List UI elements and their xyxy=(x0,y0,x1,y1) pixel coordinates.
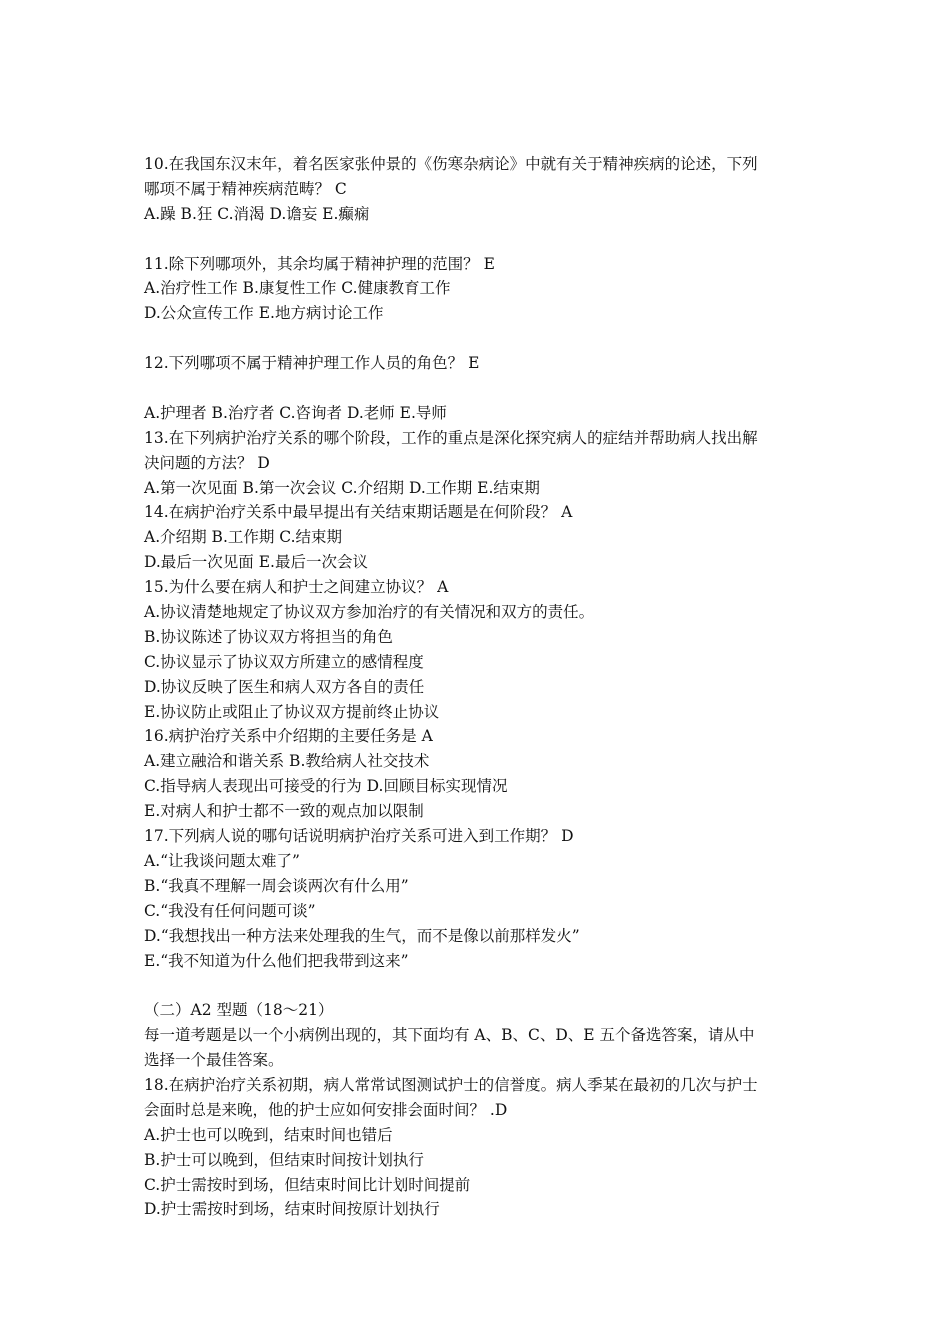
text-line: B.协议陈述了协议双方将担当的角色 xyxy=(144,627,393,646)
text-line: E.对病人和护士都不一致的观点加以限制 xyxy=(144,802,424,821)
text-line: 12.下列哪项不属于精神护理工作人员的角色？ E xyxy=(144,354,480,373)
text-line: 15.为什么要在病人和护士之间建立协议？ A xyxy=(144,578,449,597)
text-line: 13.在下列病护治疗关系的哪个阶段，工作的重点是深化探究病人的症结并帮助病人找出解 xyxy=(144,428,758,447)
text-line: C.“我没有任何问题可谈” xyxy=(144,901,316,920)
text-line: 选择一个最佳答案。 xyxy=(144,1051,284,1070)
blank-line xyxy=(144,376,810,401)
blank-line xyxy=(144,227,810,252)
text-line: E.“我不知道为什么他们把我带到这来” xyxy=(144,951,409,970)
text-line: A.治疗性工作 B.康复性工作 C.健康教育工作 xyxy=(144,279,451,298)
text-line: 每一道考题是以一个小病例出现的，其下面均有 A、B、C、D、E 五个备选答案，请从中 xyxy=(144,1026,755,1045)
blank-line xyxy=(144,973,810,998)
text-line: 10.在我国东汉末年，着名医家张仲景的《伤寒杂病论》中就有关于精神疾病的论述，下列 xyxy=(144,155,758,173)
text-line: 决问题的方法？ D xyxy=(144,453,270,472)
text-line: A.介绍期 B.工作期 C.结束期 xyxy=(144,528,343,547)
text-line: （二）A2 型题（18～21） xyxy=(144,1001,334,1020)
text-line: 17.下列病人说的哪句话说明病护治疗关系可进入到工作期？ D xyxy=(144,827,574,846)
text-line: A.护理者 B.治疗者 C.咨询者 D.老师 E.导师 xyxy=(144,403,447,422)
text-line: 18.在病护治疗关系初期，病人常常试图测试护士的信誉度。病人季某在最初的几次与护士 xyxy=(144,1075,758,1094)
text-line: 会面时总是来晚，他的护士应如何安排会面时间？ .D xyxy=(144,1100,508,1119)
text-line: C.护士需按时到场，但结束时间比计划时间提前 xyxy=(144,1175,471,1194)
text-line: 哪项不属于精神疾病范畴？ C xyxy=(144,179,347,198)
document-page xyxy=(144,152,810,1222)
text-line: A.“让我谈问题太难了” xyxy=(144,851,300,870)
text-line: A.躁 B.狂 C.消渴 D.谵妄 E.癫痫 xyxy=(144,204,370,223)
text-line: A.建立融洽和谐关系 B.教给病人社交技术 xyxy=(144,752,430,771)
text-line: C.协议显示了协议双方所建立的感情程度 xyxy=(144,652,424,671)
text-line: C.指导病人表现出可接受的行为 D.回顾目标实现情况 xyxy=(144,777,508,796)
text-line: B.护士可以晚到，但结束时间按计划执行 xyxy=(144,1150,424,1169)
text-line: D.协议反映了医生和病人双方各自的责任 xyxy=(144,677,425,696)
text-line: E.协议防止或阻止了协议双方提前终止协议 xyxy=(144,702,440,721)
text-line: A.第一次见面 B.第一次会议 C.介绍期 D.工作期 E.结束期 xyxy=(144,478,540,497)
text-line: B.“我真不理解一周会谈两次有什么用” xyxy=(144,876,409,895)
text-line: D.公众宣传工作 E.地方病讨论工作 xyxy=(144,304,384,323)
text-line: 16.病护治疗关系中介绍期的主要任务是 A xyxy=(144,727,433,746)
text-line: 11.除下列哪项外，其余均属于精神护理的范围？ E xyxy=(144,254,495,273)
blank-line xyxy=(144,326,810,351)
text-line: A.护士也可以晚到，结束时间也错后 xyxy=(144,1125,393,1144)
text-line: D.最后一次见面 E.最后一次会议 xyxy=(144,553,368,572)
text-line: A.协议清楚地规定了协议双方参加治疗的有关情况和双方的责任。 xyxy=(144,603,595,622)
text-line: D.“我想找出一种方法来处理我的生气，而不是像以前那样发火” xyxy=(144,926,580,945)
text-line: 14.在病护治疗关系中最早提出有关结束期话题是在何阶段？ A xyxy=(144,503,573,522)
text-line: D.护士需按时到场，结束时间按原计划执行 xyxy=(144,1200,440,1219)
